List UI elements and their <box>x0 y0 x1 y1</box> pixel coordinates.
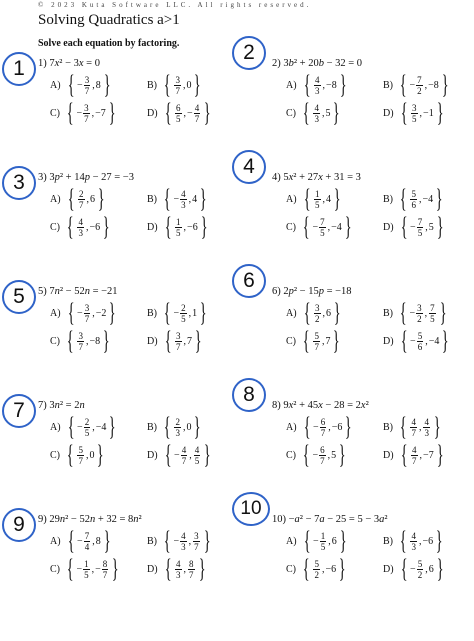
fraction: $\frac{4}{7}$ <box>412 444 417 466</box>
fraction: $\frac{4}{3}$ <box>424 416 429 438</box>
option-letter: A) <box>50 421 61 433</box>
answer-option-10-b[interactable]: B) { $\frac{4}{3}$ , −6 } <box>383 526 443 555</box>
copyright-notice: © 2023 Kuta Software LLC. All rights reserved. <box>38 1 312 9</box>
answer-option-3-c[interactable]: C) { $\frac{4}{3}$ , −6 } <box>50 212 110 241</box>
answer-option-3-a[interactable]: A) { $\frac{2}{7}$ , 6 } <box>50 184 105 213</box>
option-letter: A) <box>50 535 61 547</box>
question-number-7: 7 <box>2 394 36 428</box>
fraction: $\frac{3}{7}$ <box>78 330 83 352</box>
fraction: $\frac{2}{5}$ <box>181 302 186 324</box>
answer-option-3-b[interactable]: B) { − $\frac{4}{3}$ , 4 } <box>147 184 207 213</box>
option-letter: D) <box>383 563 394 575</box>
option-letter: B) <box>147 79 157 91</box>
option-letter: C) <box>50 449 60 461</box>
option-letter: A) <box>50 79 61 91</box>
fraction: $\frac{3}{2}$ <box>417 302 422 324</box>
equation-9: 9) 29n² − 52n + 32 = 8n² <box>38 514 142 525</box>
fraction: $\frac{3}{2}$ <box>315 302 320 324</box>
option-letter: A) <box>286 193 297 205</box>
fraction: $\frac{6}{5}$ <box>176 102 181 124</box>
fraction: $\frac{1}{5}$ <box>315 188 320 210</box>
fraction: $\frac{4}{7}$ <box>194 102 200 124</box>
option-letter: C) <box>286 335 296 347</box>
equation-4: 4) 5x² + 27x + 31 = 3 <box>272 172 361 183</box>
fraction: $\frac{3}{7}$ <box>84 302 90 324</box>
option-letter: B) <box>147 193 157 205</box>
fraction: $\frac{7}{2}$ <box>417 74 422 96</box>
option-letter: D) <box>147 449 158 461</box>
equation-5: 5) 7n² − 52n = −21 <box>38 286 118 297</box>
answer-option-6-b[interactable]: B) { − $\frac{3}{2}$ , $\frac{7}{5}$ } <box>383 298 447 327</box>
option-letter: B) <box>147 535 157 547</box>
option-letter: A) <box>50 307 61 319</box>
option-letter: D) <box>147 335 158 347</box>
option-letter: A) <box>286 421 297 433</box>
option-letter: D) <box>383 335 394 347</box>
fraction: $\frac{5}{6}$ <box>411 188 416 210</box>
option-letter: C) <box>286 221 296 233</box>
fraction: $\frac{4}{3}$ <box>411 530 416 552</box>
answer-option-2-b[interactable]: B) { − $\frac{7}{2}$ , −8 } <box>383 70 449 99</box>
fraction: $\frac{8}{7}$ <box>189 558 194 580</box>
answer-option-1-c[interactable]: C) { − $\frac{3}{7}$ , −7 } <box>50 98 116 127</box>
fraction: $\frac{5}{7}$ <box>78 444 83 466</box>
fraction: $\frac{2}{5}$ <box>84 416 90 438</box>
equation-8: 8) 9x² + 45x − 28 = 2x² <box>272 400 369 411</box>
question-number-10: 10 <box>232 492 270 526</box>
fraction: $\frac{4}{3}$ <box>315 74 320 96</box>
option-letter: D) <box>147 221 158 233</box>
fraction: $\frac{4}{5}$ <box>194 444 200 466</box>
option-letter: D) <box>383 221 394 233</box>
fraction: $\frac{6}{7}$ <box>320 444 325 466</box>
option-letter: A) <box>286 535 297 547</box>
fraction: $\frac{7}{5}$ <box>320 216 325 238</box>
option-letter: A) <box>286 307 297 319</box>
option-letter: C) <box>50 335 60 347</box>
option-letter: C) <box>50 107 60 119</box>
fraction: $\frac{7}{5}$ <box>417 216 423 238</box>
question-number-9: 9 <box>2 508 36 542</box>
answer-option-5-c[interactable]: C) { $\frac{3}{7}$ , −8 } <box>50 326 110 355</box>
answer-option-3-d[interactable]: D) { $\frac{1}{5}$ , −6 } <box>147 212 208 241</box>
fraction: $\frac{8}{7}$ <box>102 558 108 580</box>
answer-option-7-c[interactable]: C) { $\frac{5}{7}$ , 0 } <box>50 440 105 469</box>
option-letter: B) <box>147 421 157 433</box>
instructions: Solve each equation by factoring. <box>38 38 180 49</box>
fraction: $\frac{4}{3}$ <box>181 188 186 210</box>
answer-option-9-c[interactable]: C) { − $\frac{1}{5}$ , − $\frac{8}{7}$ } <box>50 554 119 583</box>
fraction: $\frac{3}{5}$ <box>412 102 417 124</box>
answer-option-4-a[interactable]: A) { $\frac{1}{5}$ , 4 } <box>286 184 341 213</box>
answer-option-5-d[interactable]: D) { $\frac{3}{7}$ , 7 } <box>147 326 202 355</box>
fraction: $\frac{3}{7}$ <box>84 74 90 96</box>
answer-option-8-c[interactable]: C) { − $\frac{6}{7}$ , 5 } <box>286 440 346 469</box>
answer-option-2-d[interactable]: D) { $\frac{3}{5}$ , −1 } <box>383 98 444 127</box>
fraction: $\frac{4}{3}$ <box>181 530 186 552</box>
fraction: $\frac{1}{5}$ <box>84 558 89 580</box>
answer-option-8-b[interactable]: B) { $\frac{4}{7}$ , $\frac{4}{3}$ } <box>383 412 441 441</box>
fraction: $\frac{4}{3}$ <box>176 558 181 580</box>
fraction: $\frac{5}{2}$ <box>417 558 423 580</box>
question-number-6: 6 <box>232 264 266 298</box>
option-letter: A) <box>50 193 61 205</box>
answer-option-6-c[interactable]: C) { $\frac{5}{7}$ , 7 } <box>286 326 341 355</box>
answer-option-7-a[interactable]: A) { − $\frac{2}{5}$ , −4 } <box>50 412 117 441</box>
answer-option-9-a[interactable]: A) { − $\frac{7}{4}$ , 8 } <box>50 526 111 555</box>
answer-option-6-a[interactable]: A) { $\frac{3}{2}$ , 6 } <box>286 298 341 327</box>
answer-option-8-d[interactable]: D) { $\frac{4}{7}$ , −7 } <box>383 440 444 469</box>
answer-option-5-b[interactable]: B) { − $\frac{2}{5}$ , 1 } <box>147 298 207 327</box>
answer-option-2-a[interactable]: A) { $\frac{4}{3}$ , −8 } <box>286 70 347 99</box>
fraction: $\frac{2}{7}$ <box>79 188 84 210</box>
option-letter: C) <box>286 449 296 461</box>
question-number-2: 2 <box>232 36 266 70</box>
answer-option-6-d[interactable]: D) { − $\frac{5}{6}$ , −4 } <box>383 326 450 355</box>
option-letter: B) <box>383 193 393 205</box>
answer-option-4-c[interactable]: C) { − $\frac{7}{5}$ , −4 } <box>286 212 352 241</box>
equation-6: 6) 2p² − 15p = −18 <box>272 286 352 297</box>
fraction: $\frac{2}{3}$ <box>175 416 180 438</box>
fraction: $\frac{4}{7}$ <box>411 416 416 438</box>
question-number-3: 3 <box>2 166 36 200</box>
answer-option-1-d[interactable]: D) { $\frac{6}{5}$ , − $\frac{4}{7}$ } <box>147 98 211 127</box>
fraction: $\frac{4}{3}$ <box>314 102 319 124</box>
fraction: $\frac{5}{6}$ <box>417 330 423 352</box>
fraction: $\frac{4}{7}$ <box>181 444 187 466</box>
fraction: $\frac{3}{7}$ <box>84 102 89 124</box>
option-letter: B) <box>383 307 393 319</box>
equation-3: 3) 3p² + 14p − 27 = −3 <box>38 172 134 183</box>
option-letter: D) <box>147 563 158 575</box>
fraction: $\frac{1}{5}$ <box>176 216 181 238</box>
fraction: $\frac{5}{2}$ <box>314 558 319 580</box>
equation-1: 1) 7x² − 3x = 0 <box>38 58 100 69</box>
option-letter: A) <box>286 79 297 91</box>
answer-option-9-d[interactable]: D) { $\frac{4}{3}$ , $\frac{8}{7}$ } <box>147 554 206 583</box>
option-letter: C) <box>286 107 296 119</box>
answer-option-5-a[interactable]: A) { − $\frac{3}{7}$ , −2 } <box>50 298 117 327</box>
option-letter: B) <box>383 421 393 433</box>
fraction: $\frac{3}{7}$ <box>175 74 180 96</box>
answer-option-10-c[interactable]: C) { $\frac{5}{2}$ , −6 } <box>286 554 346 583</box>
equation-10: 10) −a² − 7a − 25 = 5 − 3a² <box>272 514 388 525</box>
option-letter: B) <box>383 535 393 547</box>
option-letter: D) <box>147 107 158 119</box>
question-number-1: 1 <box>2 52 36 86</box>
question-number-4: 4 <box>232 150 266 184</box>
fraction: $\frac{7}{5}$ <box>430 302 435 324</box>
fraction: $\frac{3}{7}$ <box>194 530 199 552</box>
equation-2: 2) 3b² + 20b − 32 = 0 <box>272 58 363 69</box>
fraction: $\frac{6}{7}$ <box>320 416 326 438</box>
answer-option-1-b[interactable]: B) { $\frac{3}{7}$ , 0 } <box>147 70 202 99</box>
page-title: Solving Quadratics a>1 <box>38 12 180 28</box>
fraction: $\frac{3}{7}$ <box>176 330 181 352</box>
answer-option-4-b[interactable]: B) { $\frac{5}{6}$ , −4 } <box>383 184 443 213</box>
answer-option-7-b[interactable]: B) { $\frac{2}{3}$ , 0 } <box>147 412 202 441</box>
answer-option-4-d[interactable]: D) { − $\frac{7}{5}$ , 5 } <box>383 212 444 241</box>
fraction: $\frac{7}{4}$ <box>84 530 90 552</box>
answer-option-10-a[interactable]: A) { − $\frac{1}{5}$ , 6 } <box>286 526 347 555</box>
answer-option-2-c[interactable]: C) { $\frac{4}{3}$ , 5 } <box>286 98 341 127</box>
answer-option-10-d[interactable]: D) { − $\frac{5}{2}$ , 6 } <box>383 554 444 583</box>
option-letter: C) <box>50 221 60 233</box>
option-letter: C) <box>286 563 296 575</box>
option-letter: D) <box>383 449 394 461</box>
option-letter: C) <box>50 563 60 575</box>
option-letter: B) <box>383 79 393 91</box>
option-letter: D) <box>383 107 394 119</box>
fraction: $\frac{4}{3}$ <box>78 216 83 238</box>
answer-option-9-b[interactable]: B) { − $\frac{4}{3}$ , $\frac{3}{7}$ } <box>147 526 211 555</box>
answer-option-1-a[interactable]: A) { − $\frac{3}{7}$ , 8 } <box>50 70 111 99</box>
fraction: $\frac{5}{7}$ <box>314 330 319 352</box>
equation-7: 7) 3n² = 2n <box>38 400 85 411</box>
question-number-5: 5 <box>2 280 36 314</box>
question-number-8: 8 <box>232 378 266 412</box>
answer-option-8-a[interactable]: A) { − $\frac{6}{7}$ , −6 } <box>286 412 353 441</box>
answer-option-7-d[interactable]: D) { − $\frac{4}{7}$ , $\frac{4}{5}$ } <box>147 440 211 469</box>
fraction: $\frac{1}{5}$ <box>320 530 326 552</box>
option-letter: B) <box>147 307 157 319</box>
